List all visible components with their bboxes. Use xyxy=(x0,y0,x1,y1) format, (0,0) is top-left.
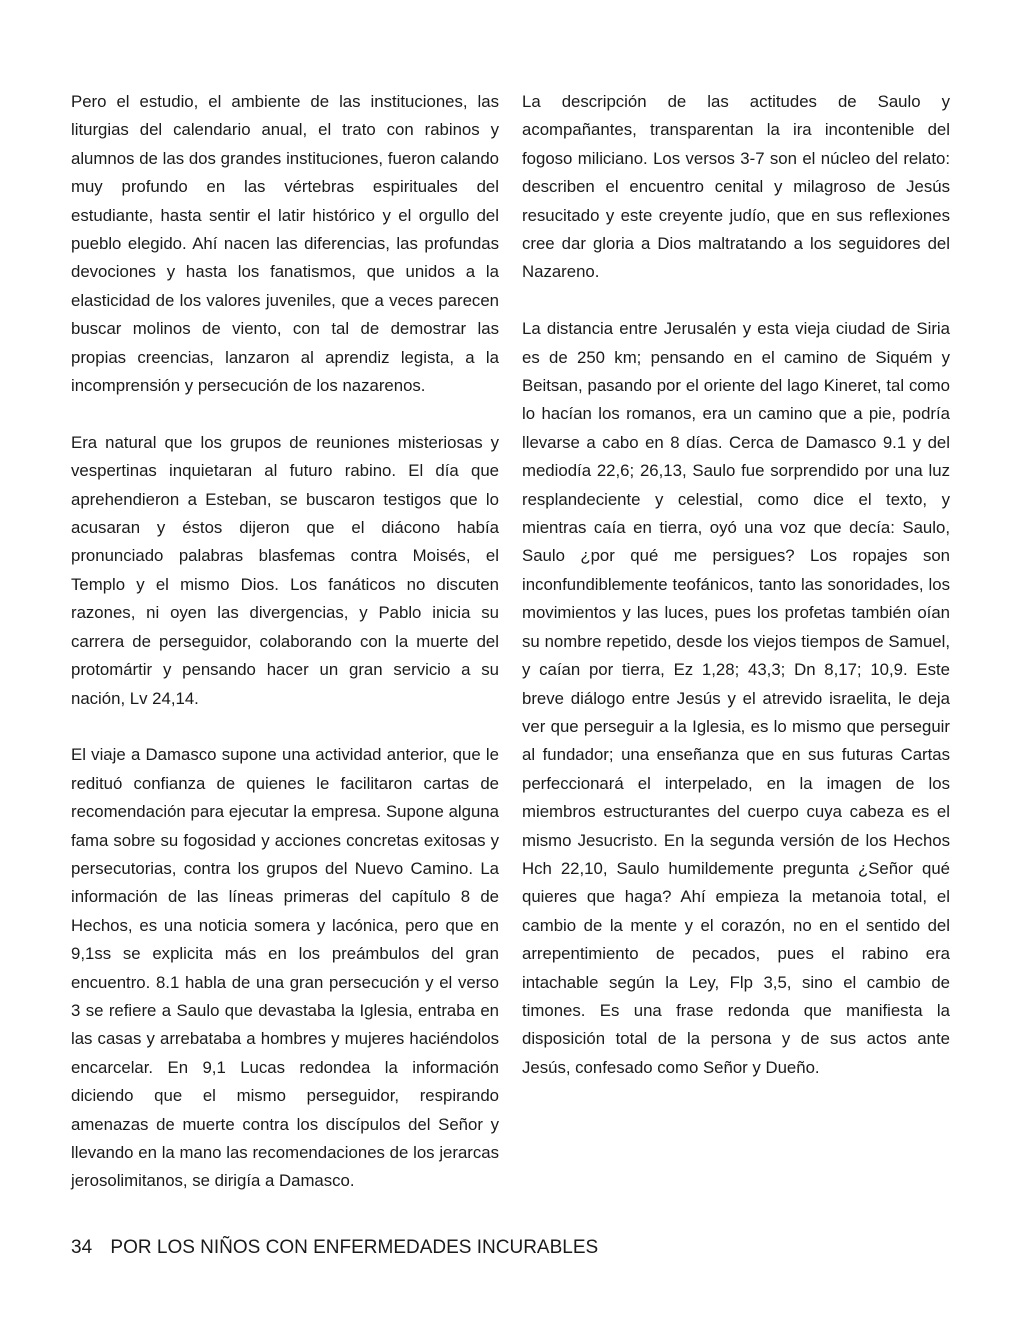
right-text-column xyxy=(522,88,950,1111)
left-text-column xyxy=(71,88,499,1224)
body-paragraph: Pero el estudio, el ambiente de las instituciones, las liturgias del calendario anual, el trato con rabinos y alumnos de las dos grandes instituciones, fueron calando muy profundo en las vértebras espirituales del estudiante, hasta sentir el latir histórico y el orgullo del pueblo elegido. Ahí nacen las diferencias, las profundas devociones y hasta los fanatismos, que unidos a la elasticidad de los valores juveniles, que a veces parecen buscar molinos de viento, con tal de demostrar las propias creencias, lanzaron al aprendiz legista, a la incomprensión y persecución de los nazarenos. xyxy=(71,92,499,396)
running-title: POR LOS NIÑOS CON ENFERMEDADES INCURABLES xyxy=(110,1237,599,1258)
body-paragraph: El viaje a Damasco supone una actividad anterior, que le redituó confianza de quienes le facilitaron cartas de recomendación para ejecutar la empresa. Supone alguna fama sobre su fogosidad y acciones concretas exitosas y persecutorias, contra los grupos del Nuevo Camino. La información de las líneas primeras del capítulo 8 de Hechos, es una noticia somera y lacónica, pero que en 9,1ss se explicita más en los preámbulos del gran encuentro. 8.1 habla de una gran persecución y el verso 3 se refiere a Saulo que devastaba la Iglesia, entraba en las casas y arrebataba a hombres y mujeres haciéndolos encarcelar. En 9,1 Lucas redondea la información diciendo que el mismo perseguidor, respirando amenazas de muerte contra los discípulos del Señor y llevando en la mano las recomendaciones de los jerarcas jerosolimitanos, se dirigía a Damasco. xyxy=(71,745,499,1191)
page-footer xyxy=(71,1234,598,1262)
body-paragraph: Era natural que los grupos de reuniones misteriosas y vespertinas inquietaran al futuro rabino. El día que aprehendieron a Esteban, se buscaron testigos que lo acusaran y éstos dijeron que el diácono había pronunciado palabras blasfemas contra Moisés, el Templo y el mismo Dios. Los fanáticos no discuten razones, ni oyen las divergencias, y Pablo inicia su carrera de perseguidor, colaborando con la muerte del protomártir y pensando hacer un gran servicio a su nación, Lv 24,14. xyxy=(71,432,499,708)
body-paragraph: La distancia entre Jerusalén y esta vieja ciudad de Siria es de 250 km; pensando en el camino de Siquém y Beitsan, pasando por el oriente del lago Kineret, tal como lo hacían los romanos, era un camino que a pie, podría llevarse a cabo en 8 días. Cerca de Damasco 9.1 y del mediodía 22,6; 26,13, Saulo fue sorprendido por una luz resplandeciente y celestial, como dice el texto, y mientras caía en tierra, oyó una voz que decía: Saulo, Saulo ¿por qué me persigues? Los ropajes son inconfundiblemente teofánicos, tanto las sonoridades, los movimientos y las luces, pues los profetas también oían su nombre repetido, desde los viejos tiempos de Samuel, y caían por tierra, Ez 1,28; 43,3; Dn 8,17; 10,9. Este breve diálogo entre Jesús y el atrevido israelita, le deja ver que perseguir a la Iglesia, es lo mismo que perseguir al fundador; una enseñanza que en sus futuras Cartas perfeccionará el interpelado, en la imagen de los miembros estructurantes del cuerpo cuya cabeza es el mismo Jesucristo. En la segunda versión de los Hechos Hch 22,10, Saulo humildemente pregunta ¿Señor qué quieres que haga? Ahí empieza la metanoia total, el cambio de la mente y el corazón, no en el sentido del arrepentimiento de pecados, pues el rabino era intachable según la Ley, Flp 3,5, sino el cambio de timones. Es una frase redonda que manifiesta la disposición total de la persona y de sus actos ante Jesús, confesado como Señor y Dueño. xyxy=(522,319,950,1077)
body-paragraph: La descripción de las actitudes de Saulo y acompañantes, transparentan la ira incontenible del fogoso miliciano. Los versos 3-7 son el núcleo del relato: describen el encuentro cenital y milagroso de Jesús resucitado y este creyente judío, que en sus reflexiones cree dar gloria a Dios maltratando a los seguidores del Nazareno. xyxy=(522,92,950,282)
page-number: 34 xyxy=(71,1237,93,1258)
